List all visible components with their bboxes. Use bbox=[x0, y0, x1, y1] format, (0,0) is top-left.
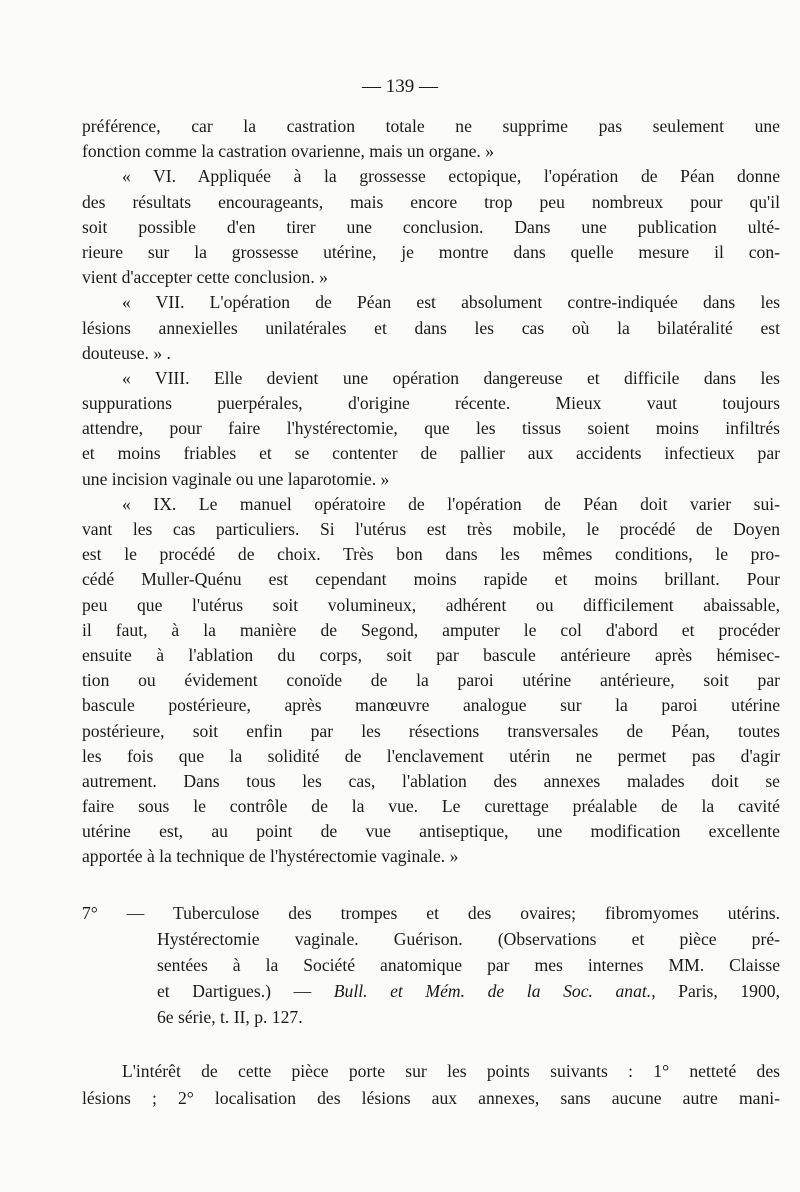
body-text bbox=[82, 114, 780, 870]
text-line: fonction comme la castration ovarienne, mais un organe. » bbox=[82, 141, 495, 162]
entry-line: Hystérectomie vaginale. Guérison. (Observations et pièce pré- bbox=[157, 929, 780, 949]
text-line: rieure sur la grossesse utérine, je montre dans quelle mesure il con- bbox=[82, 241, 780, 262]
text-line: L'intérêt de cette pièce porte sur les points suivants : 1° netteté des bbox=[122, 1061, 780, 1081]
page-number: — 139 — bbox=[362, 76, 438, 97]
text-line: « VI. Appliquée à la grossesse ectopique, l'opération de Péan donne bbox=[122, 166, 780, 187]
text-line: vant les cas particuliers. Si l'utérus est très mobile, le procédé de Doyen bbox=[82, 519, 780, 539]
text-line: « VIII. Elle devient une opération dangereuse et difficile dans les bbox=[122, 367, 780, 388]
text-line: cédé Muller-Quénu est cependant moins rapide et moins brillant. Pour bbox=[82, 569, 780, 590]
text-line: et moins friables et se contenter de pallier aux accidents infectieux par bbox=[82, 443, 780, 464]
closing-paragraph bbox=[82, 1058, 780, 1112]
text-line: autrement. Dans tous les cas, l'ablation des annexes malades doit se bbox=[82, 770, 780, 791]
entry-title-line: 7° — Tuberculose des trompes et des ovaires; fibromyomes utérins. bbox=[82, 903, 780, 923]
text-line: tion ou évidement conoïde de la paroi utérine antérieure, soit par bbox=[82, 670, 780, 691]
text-line: suppurations puerpérales, d'origine récente. Mieux vaut toujours bbox=[82, 393, 780, 414]
text-line: les fois que la solidité de l'enclavement utérin ne permet pas d'agir bbox=[82, 745, 780, 766]
text-line: une incision vaginale ou une laparotomie. » bbox=[82, 468, 390, 489]
entry-citation-line bbox=[82, 978, 780, 1004]
text-line: douteuse. » . bbox=[82, 342, 171, 363]
text-line: lésions ; 2° localisation des lésions aux annexes, sans aucune autre mani- bbox=[82, 1088, 780, 1108]
text-line: apportée à la technique de l'hystérectomie vaginale. » bbox=[82, 846, 459, 867]
text-line: faire sous le contrôle de la vue. Le curettage préalable de la cavité bbox=[82, 796, 780, 817]
text-line: attendre, pour faire l'hystérectomie, que les tissus soient moins infiltrés bbox=[82, 418, 780, 439]
entry-line: 6e série, t. II, p. 127. bbox=[157, 1007, 303, 1027]
text-line: bascule postérieure, après manœuvre analogue sur la paroi utérine bbox=[82, 695, 780, 716]
text-line: postérieure, soit enfin par les résections transversales de Péan, toutes bbox=[82, 720, 780, 741]
text-line: est le procédé de choix. Très bon dans les mêmes conditions, le pro- bbox=[82, 544, 780, 565]
text-line: « VII. L'opération de Péan est absolument contre-indiquée dans les bbox=[122, 292, 780, 313]
text-line: utérine est, au point de vue antiseptique, une modification excellente bbox=[82, 821, 780, 842]
text-line: il faut, à la manière de Segond, amputer le col d'abord et procéder bbox=[82, 619, 780, 640]
text-line: peu que l'utérus soit volumineux, adhérent ou difficilement abaissable, bbox=[82, 594, 780, 615]
text-line: lésions annexielles unilatérales et dans les cas où la bilatéralité est bbox=[82, 317, 780, 338]
text-line: des résultats encourageants, mais encore trop peu nombreux pour qu'il bbox=[82, 191, 780, 212]
text-line: soit possible d'en tirer une conclusion. Dans une publication ulté- bbox=[82, 216, 780, 237]
entry-text: et Dartigues.) — bbox=[157, 981, 334, 1001]
text-line: ensuite à l'ablation du corps, soit par bascule antérieure après hémisec- bbox=[82, 644, 780, 665]
text-line: vient d'accepter cette conclusion. » bbox=[82, 267, 328, 288]
text-line: « IX. Le manuel opératoire de l'opération de Péan doit varier sui- bbox=[122, 493, 780, 514]
bibliography-entry bbox=[82, 900, 780, 1030]
entry-text: , Paris, 1900, bbox=[651, 981, 780, 1001]
text-line: préférence, car la castration totale ne supprime pas seulement une bbox=[82, 116, 780, 136]
entry-line: sentées à la Société anatomique par mes internes MM. Claisse bbox=[157, 955, 780, 975]
journal-title: Bull. et Mém. de la Soc. anat. bbox=[333, 981, 652, 1001]
